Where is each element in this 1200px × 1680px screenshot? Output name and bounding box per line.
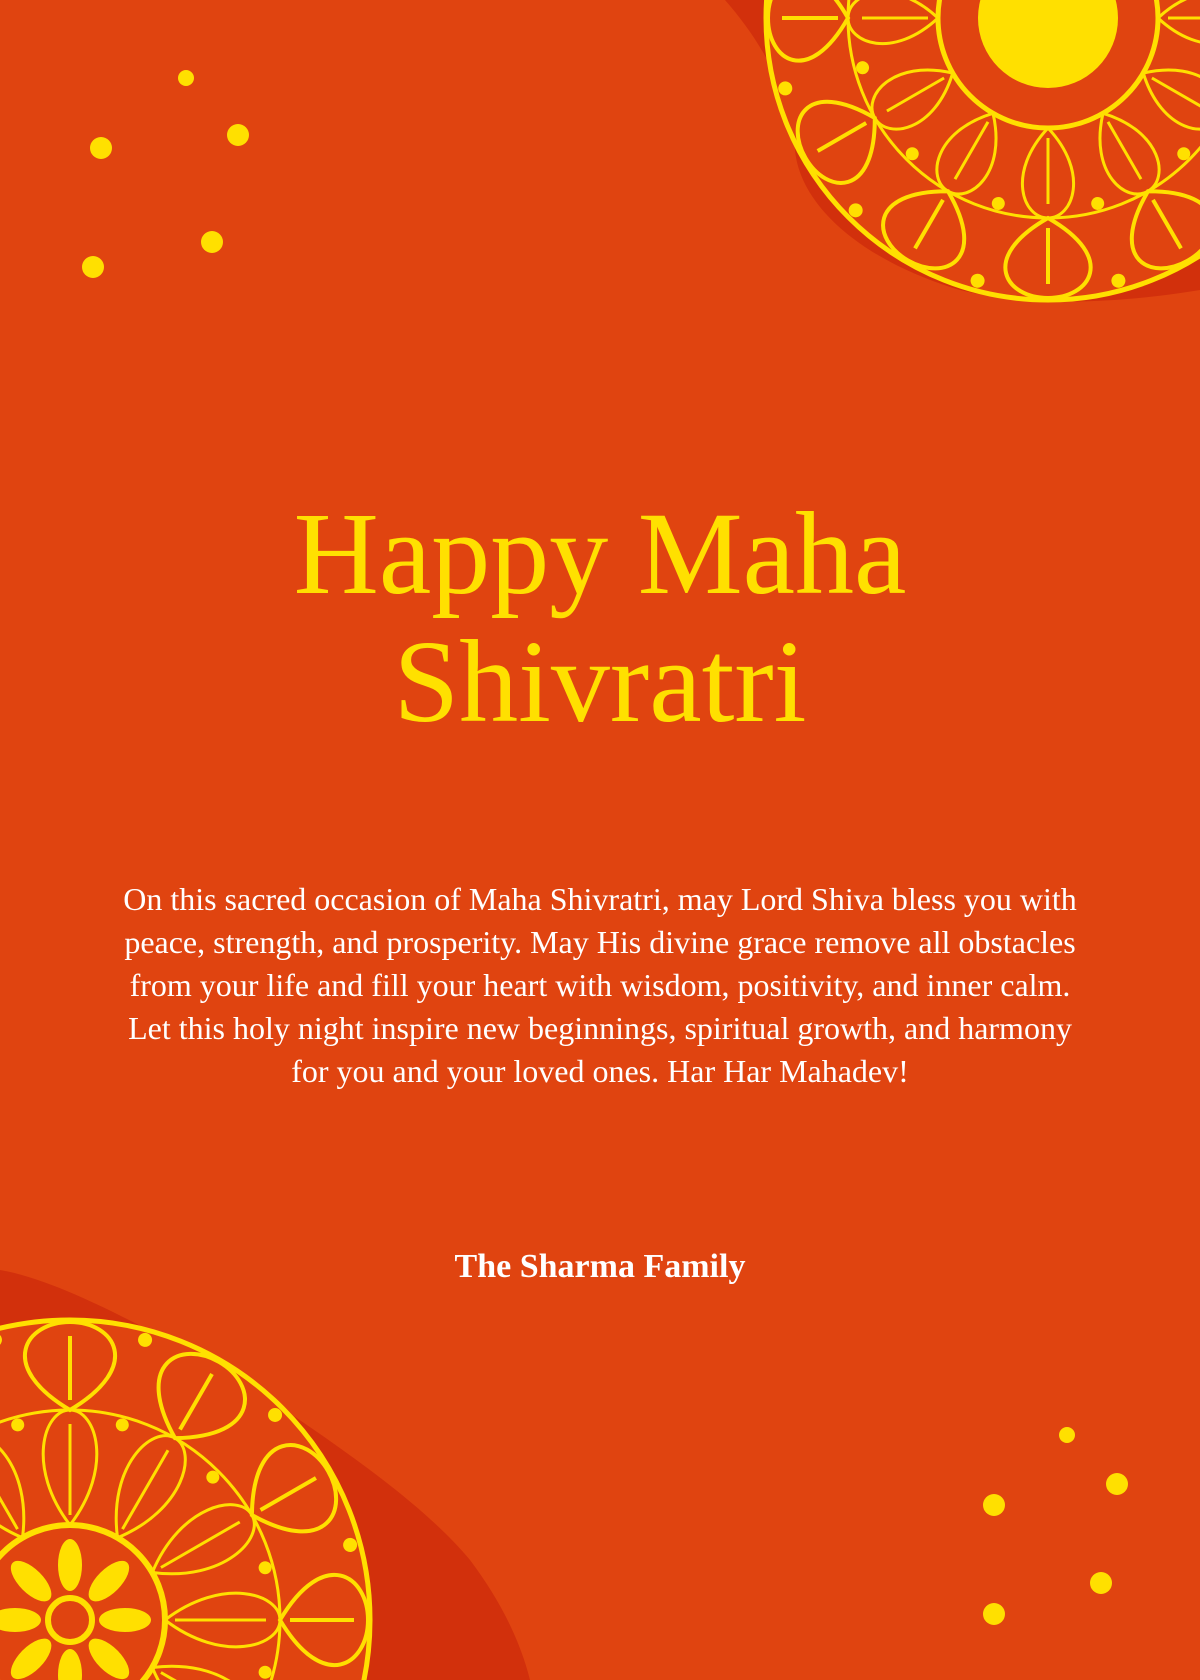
card-title	[100, 490, 1100, 746]
greeting-message: On this sacred occasion of Maha Shivratri, may Lord Shiva bless you with peace, strength, and prosperity. May His divine grace remove all obstacles from your life and fill your heart with wisdom, positivity, and inner calm. Let this holy night inspire new beginnings, spiritual growth, and harmony for you and your loved ones. Har Har Mahadev!	[123, 881, 1077, 1089]
mandala-icon	[766, 0, 1200, 300]
dot-cluster-icon	[983, 1427, 1128, 1625]
title-line-2: Shivratri	[393, 616, 807, 747]
sender-signature: The Sharma Family	[454, 1248, 746, 1285]
mandala-icon	[0, 1320, 370, 1680]
title-line-1: Happy Maha	[293, 488, 907, 619]
dot-cluster-icon	[82, 70, 249, 278]
